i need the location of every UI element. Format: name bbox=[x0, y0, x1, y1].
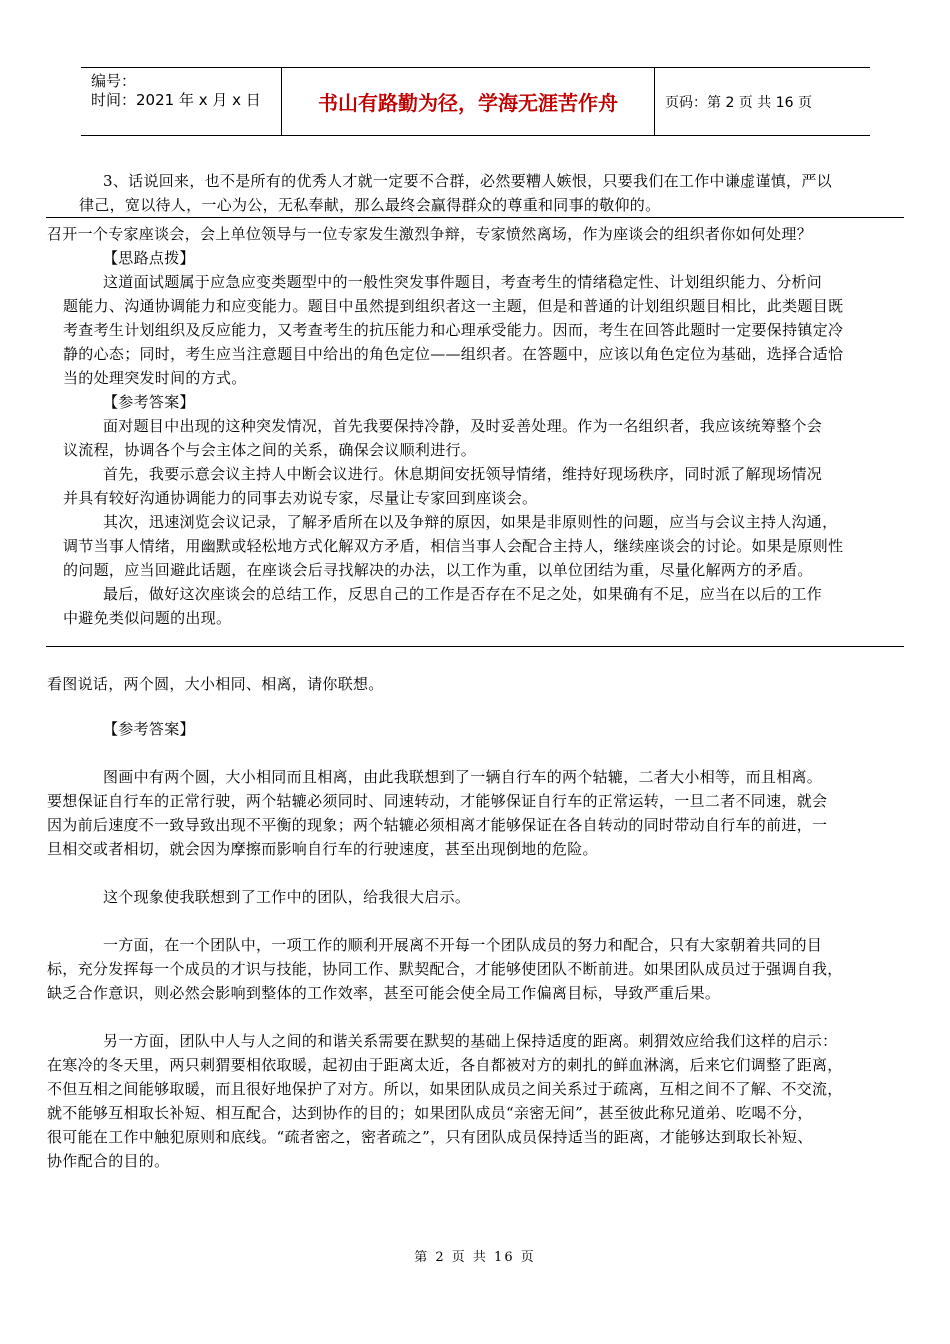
answer-paragraph-2 bbox=[47, 885, 470, 909]
paragraph-line: 在寒冷的冬天里，两只刺猬要相依取暖，起初由于距离太近，各自都被对方的刺扎的鲜血淋漓，后来它们调整了距离， bbox=[47, 1056, 843, 1074]
page-header bbox=[81, 67, 870, 136]
section-heading: 【参考答案】 bbox=[103, 393, 195, 411]
paragraph-line: 其次，迅速浏览会议记录，了解矛盾所在以及争辩的原因，如果是非原则性的问题，应当与会议主持人沟通， bbox=[103, 513, 838, 531]
paragraph-line: 并具有较好沟通协调能力的同事去劝说专家，尽量让专家回到座谈会。 bbox=[63, 489, 538, 507]
paragraph-line: 面对题目中出现的这种突发情况，首先我要保持冷静，及时妥善处理。作为一名组织者，我应该统筹整个会 bbox=[103, 417, 823, 435]
section-heading: 【思路点拨】 bbox=[103, 249, 195, 267]
section-3 bbox=[47, 672, 384, 696]
header-time-label: 时间：2021 年 x 月 x 日 bbox=[91, 91, 261, 109]
paragraph-line: 要想保证自行车的正常行驶，两个轱辘必须同时、同速转动，才能够保证自行车的正常运转，一旦二者不同速，就会 bbox=[47, 792, 828, 810]
paragraph-line: 议流程，协调各个与会主体之间的关系，确保会议顺利进行。 bbox=[63, 441, 477, 459]
header-page-label: 页码：第 2 页 共 16 页 bbox=[665, 94, 812, 111]
paragraph-line: 很可能在工作中触犯原则和底线。“疏者密之，密者疏之”，只有团队成员保持适当的距离，才能够达到取长补短、 bbox=[47, 1128, 813, 1146]
paragraph-line: 缺乏合作意识，则必然会影响到整体的工作效率，甚至可能会使全局工作偏离目标，导致严重后果。 bbox=[47, 984, 721, 1002]
paragraph-line: 3、话说回来，也不是所有的优秀人才就一定要不合群，必然要糟人嫉恨，只要我们在工作中谦虚谨慎，严以 bbox=[103, 172, 832, 190]
header-motto: 书山有路勤为径，学海无涯苦作舟 bbox=[282, 68, 655, 135]
answer-paragraph-3 bbox=[47, 933, 843, 1005]
section-2 bbox=[47, 222, 844, 630]
paragraph-line: 律己，宽以待人，一心为公，无私奉献，那么最终会赢得群众的尊重和同事的敬仰的。 bbox=[79, 196, 661, 214]
answer-paragraph-4 bbox=[47, 1029, 843, 1173]
paragraph-line: 旦相交或者相切，就会因为摩擦而影响自行车的行驶速度，甚至出现倒地的危险。 bbox=[47, 840, 598, 858]
answer-paragraph-1 bbox=[47, 765, 827, 861]
paragraph-line: 另一方面，团队中人与人之间的和谐关系需要在默契的基础上保持适度的距离。刺猬效应给我们这样的启示： bbox=[103, 1032, 838, 1050]
paragraph-line: 题能力、沟通协调能力和应变能力。题目中虽然提到组织者这一主题，但是和普通的计划组织题目相比，此类题目既 bbox=[63, 297, 844, 315]
paragraph-line: 不但互相之间能够取暖，而且很好地保护了对方。所以，如果团队成员之间关系过于疏离，互相之间不了解、不交流， bbox=[47, 1080, 843, 1098]
divider bbox=[46, 217, 904, 218]
paragraph-line: 当的处理突发时间的方式。 bbox=[63, 369, 247, 387]
paragraph-line: 首先，我要示意会议主持人中断会议进行。休息期间安抚领导情绪，维持好现场秩序，同时派了解现场情况 bbox=[103, 465, 823, 483]
paragraph-line: 就不能够互相取长补短、相互配合，达到协作的目的；如果团队成员“亲密无间”，甚至彼此称兄道弟、吃喝不分， bbox=[47, 1104, 813, 1122]
section-heading: 【参考答案】 bbox=[103, 720, 195, 738]
paragraph-line: 考查考生计划组织及反应能力，又考查考生的抗压能力和心理承受能力。因而，考生在回答此题时一定要保持镇定冷 bbox=[63, 321, 844, 339]
header-number-label: 编号： bbox=[91, 72, 137, 90]
divider bbox=[46, 646, 904, 647]
section-1 bbox=[79, 169, 832, 217]
paragraph-line: 一方面，在一个团队中，一项工作的顺利开展离不开每一个团队成员的努力和配合，只有大家朝着共同的目 bbox=[103, 936, 823, 954]
header-meta bbox=[81, 68, 282, 135]
paragraph-line: 图画中有两个圆，大小相同而且相离，由此我联想到了一辆自行车的两个轱辘，二者大小相等，而且相离。 bbox=[103, 768, 823, 786]
paragraph-line: 静的心态；同时，考生应当注意题目中给出的角色定位——组织者。在答题中，应该以角色定位为基础，选择合适恰 bbox=[63, 345, 844, 363]
paragraph-line: 标，充分发挥每一个成员的才识与技能，协同工作、默契配合，才能够使团队不断前进。如果团队成员过于强调自我， bbox=[47, 960, 843, 978]
paragraph-line: 中避免类似问题的出现。 bbox=[63, 609, 232, 627]
question-line: 看图说话，两个圆，大小相同、相离，请你联想。 bbox=[47, 675, 384, 693]
page-footer: 第 2 页 共 16 页 bbox=[414, 1250, 536, 1265]
paragraph-line: 调节当事人情绪，用幽默或轻松地方式化解双方矛盾，相信当事人会配合主持人，继续座谈会的讨论。如果是原则性 bbox=[63, 537, 844, 555]
answer-heading bbox=[103, 717, 195, 741]
paragraph-line: 的问题，应当回避此话题，在座谈会后寻找解决的办法，以工作为重，以单位团结为重，尽量化解两方的矛盾。 bbox=[63, 561, 813, 579]
paragraph-line: 最后，做好这次座谈会的总结工作，反思自己的工作是否存在不足之处，如果确有不足，应当在以后的工作 bbox=[103, 585, 823, 603]
paragraph-line: 因为前后速度不一致导致出现不平衡的现象；两个轱辘必须相离才能够保证在各自转动的同时带动自行车的前进，一 bbox=[47, 816, 828, 834]
question-line: 召开一个专家座谈会，会上单位领导与一位专家发生激烈争辩，专家愤然离场，作为座谈会的组织者你如何处理？ bbox=[47, 225, 813, 243]
paragraph-line: 这道面试题属于应急应变类题型中的一般性突发事件题目，考查考生的情绪稳定性、计划组织能力、分析问 bbox=[103, 273, 823, 291]
paragraph-line: 这个现象使我联想到了工作中的团队，给我很大启示。 bbox=[103, 888, 471, 906]
paragraph-line: 协作配合的目的。 bbox=[47, 1152, 170, 1170]
